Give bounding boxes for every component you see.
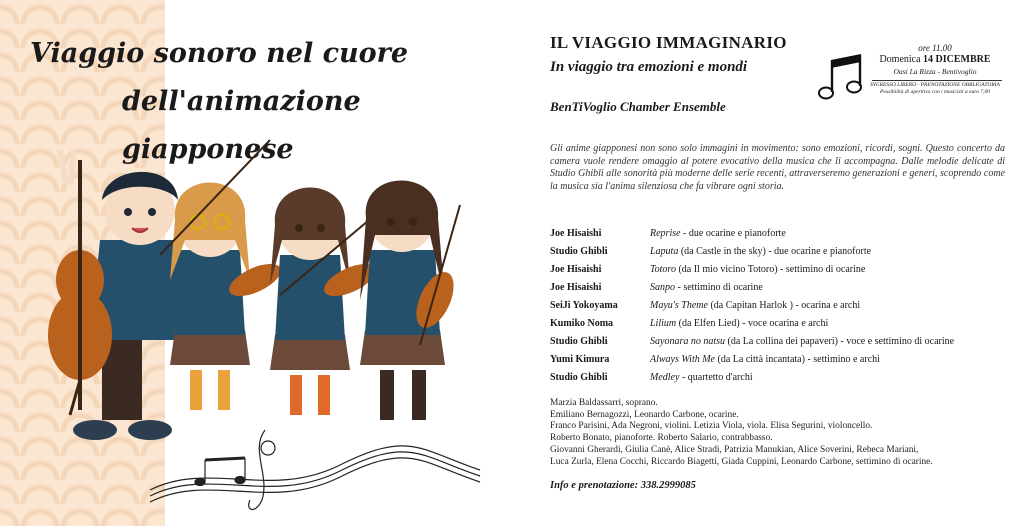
- event-time: ore 11.00: [918, 43, 952, 53]
- program-piece-title: Laputa: [650, 246, 679, 257]
- program-composer: Kumiko Noma: [550, 318, 614, 329]
- program-piece: [650, 261, 865, 279]
- program-row: [550, 369, 1020, 387]
- program-piece-title: Totoro: [650, 264, 676, 275]
- credit-line: Franco Parisini, Ada Negroni, violini. Letizia Viola, viola. Elisa Segurini, violoncello.: [550, 421, 873, 432]
- program-piece-title: Mayu's Theme: [650, 300, 708, 311]
- program-piece: [650, 279, 763, 297]
- credit-line: Marzia Baldassarri, soprano.: [550, 398, 658, 408]
- program-piece-details: (da Capitan Harlok ) - ocarina e archi: [707, 300, 861, 311]
- event-venue: Oasi La Rizza - Bentivoglio: [893, 67, 977, 76]
- concert-subtitle: In viaggio tra emozioni e mondi: [550, 59, 748, 75]
- intro-paragraph: Gli anime giapponesi non sono solo immagini in movimento: sono emozioni, ricordi, sogni. Questo concerto da camera vuole rendere omaggio al potere evocativo della musica che li accompagna. Dalle melodie delicate di Studio Ghibli alle sonorità più moderne delle serie recenti, attraverseremo generazioni e generi, scoprendo come la musica sia l'anima silenziosa che fa vibrare ogni storia.: [550, 143, 1005, 192]
- concert-title: IL VIAGGIO IMMAGINARIO: [550, 33, 787, 52]
- program-piece-title: Always With Me: [650, 354, 715, 365]
- program-composer: Studio Ghibli: [550, 372, 608, 383]
- program-piece: [650, 333, 954, 351]
- credit-line: Emiliano Bernagozzi, Leonardo Carbone, ocarine.: [550, 409, 739, 420]
- program-composer: Studio Ghibli: [550, 246, 608, 257]
- concert-details-panel: [512, 0, 1024, 526]
- program-row: [550, 243, 1020, 261]
- booking-info: Info e prenotazione: 338.2999085: [550, 480, 696, 491]
- program-composer: Yumi Kimura: [550, 354, 610, 365]
- music-staff-decoration: [150, 430, 480, 509]
- event-date-day: Domenica: [879, 54, 921, 65]
- program-piece-details: (da La collina dei papaveri) - voce e settimino di ocarine: [725, 336, 955, 347]
- program-composer: Joe Hisaishi: [550, 228, 602, 239]
- violinist-girl-glasses: [160, 140, 285, 410]
- program-row: [550, 297, 1020, 315]
- program-piece-details: - settimino di ocarine: [675, 282, 763, 293]
- program-piece: [650, 243, 871, 261]
- program-composer: Studio Ghibli: [550, 336, 608, 347]
- ensemble-name: BenTiVoglio Chamber Ensemble: [550, 99, 726, 114]
- credit-line: Roberto Bonato, pianoforte. Roberto Salario, contrabbasso.: [550, 433, 773, 444]
- program-piece: [650, 297, 860, 315]
- violinist-girl-right: [360, 181, 461, 421]
- aperitivo-note: Possibilità di aperitivo con i musicisti a euro 7,00: [880, 89, 990, 95]
- admission-note: INGRESSO LIBERO - PRENOTAZIONE OBBLIGATORIA: [870, 82, 1000, 88]
- program-composer: SeiJi Yokoyama: [550, 300, 618, 311]
- event-date: [860, 54, 1010, 66]
- program-piece-details: (da Castle in the sky) - due ocarine e pianoforte: [678, 246, 872, 257]
- headline-line-1: Viaggio sonoro nel cuore: [30, 38, 409, 69]
- program-row: [550, 279, 1020, 297]
- credit-line: Luca Zurla, Elena Cocchi, Riccardo Biagetti, Giada Cuppini, Leonardo Carbone, settimino di ocarine.: [550, 456, 933, 467]
- program-piece: [650, 315, 828, 333]
- program-piece-title: Sayonara no natsu: [650, 336, 725, 347]
- violinist-girl-center: [270, 188, 380, 416]
- program-row: [550, 333, 1020, 351]
- program-piece: [650, 369, 753, 387]
- anime-musicians-illustration: [40, 130, 490, 526]
- program-row: [550, 351, 1020, 369]
- program-piece-title: Sanpo: [650, 282, 675, 293]
- event-date-main: 14 DICEMBRE: [923, 54, 991, 65]
- program-piece-details: - quartetto d'archi: [679, 372, 753, 383]
- divider: [872, 80, 1002, 81]
- program-piece-details: (da Il mio vicino Totoro) - settimino di ocarine: [675, 264, 866, 275]
- performers-credits: [550, 398, 1020, 468]
- program-piece-title: Medley: [650, 372, 680, 383]
- program-piece-details: (da La città incantata) - settimino e archi: [715, 354, 880, 365]
- headline-line-2: dell'animazione giapponese: [122, 86, 361, 165]
- program-row: [550, 261, 1020, 279]
- program-row: [550, 315, 1020, 333]
- music-note-icon: [817, 52, 865, 102]
- program-piece: [650, 225, 786, 243]
- program-piece-details: (da Elfen Lied) - voce ocarina e archi: [676, 318, 829, 329]
- program-piece-details: - due ocarine e pianoforte: [680, 228, 786, 239]
- program-composer: Joe Hisaishi: [550, 282, 602, 293]
- program-piece-title: Lilium: [650, 318, 677, 329]
- program-composer: Joe Hisaishi: [550, 264, 602, 275]
- program-row: [550, 225, 1020, 243]
- event-info-box: [860, 42, 1010, 96]
- program-piece: [650, 351, 880, 369]
- program-list: [550, 225, 1020, 387]
- program-piece-title: Reprise: [650, 228, 681, 239]
- credit-line: Giovanni Gherardi, Giulia Canè, Alice Stradi, Patrizia Manukian, Alice Soverini, Rebeca Mariani,: [550, 444, 919, 455]
